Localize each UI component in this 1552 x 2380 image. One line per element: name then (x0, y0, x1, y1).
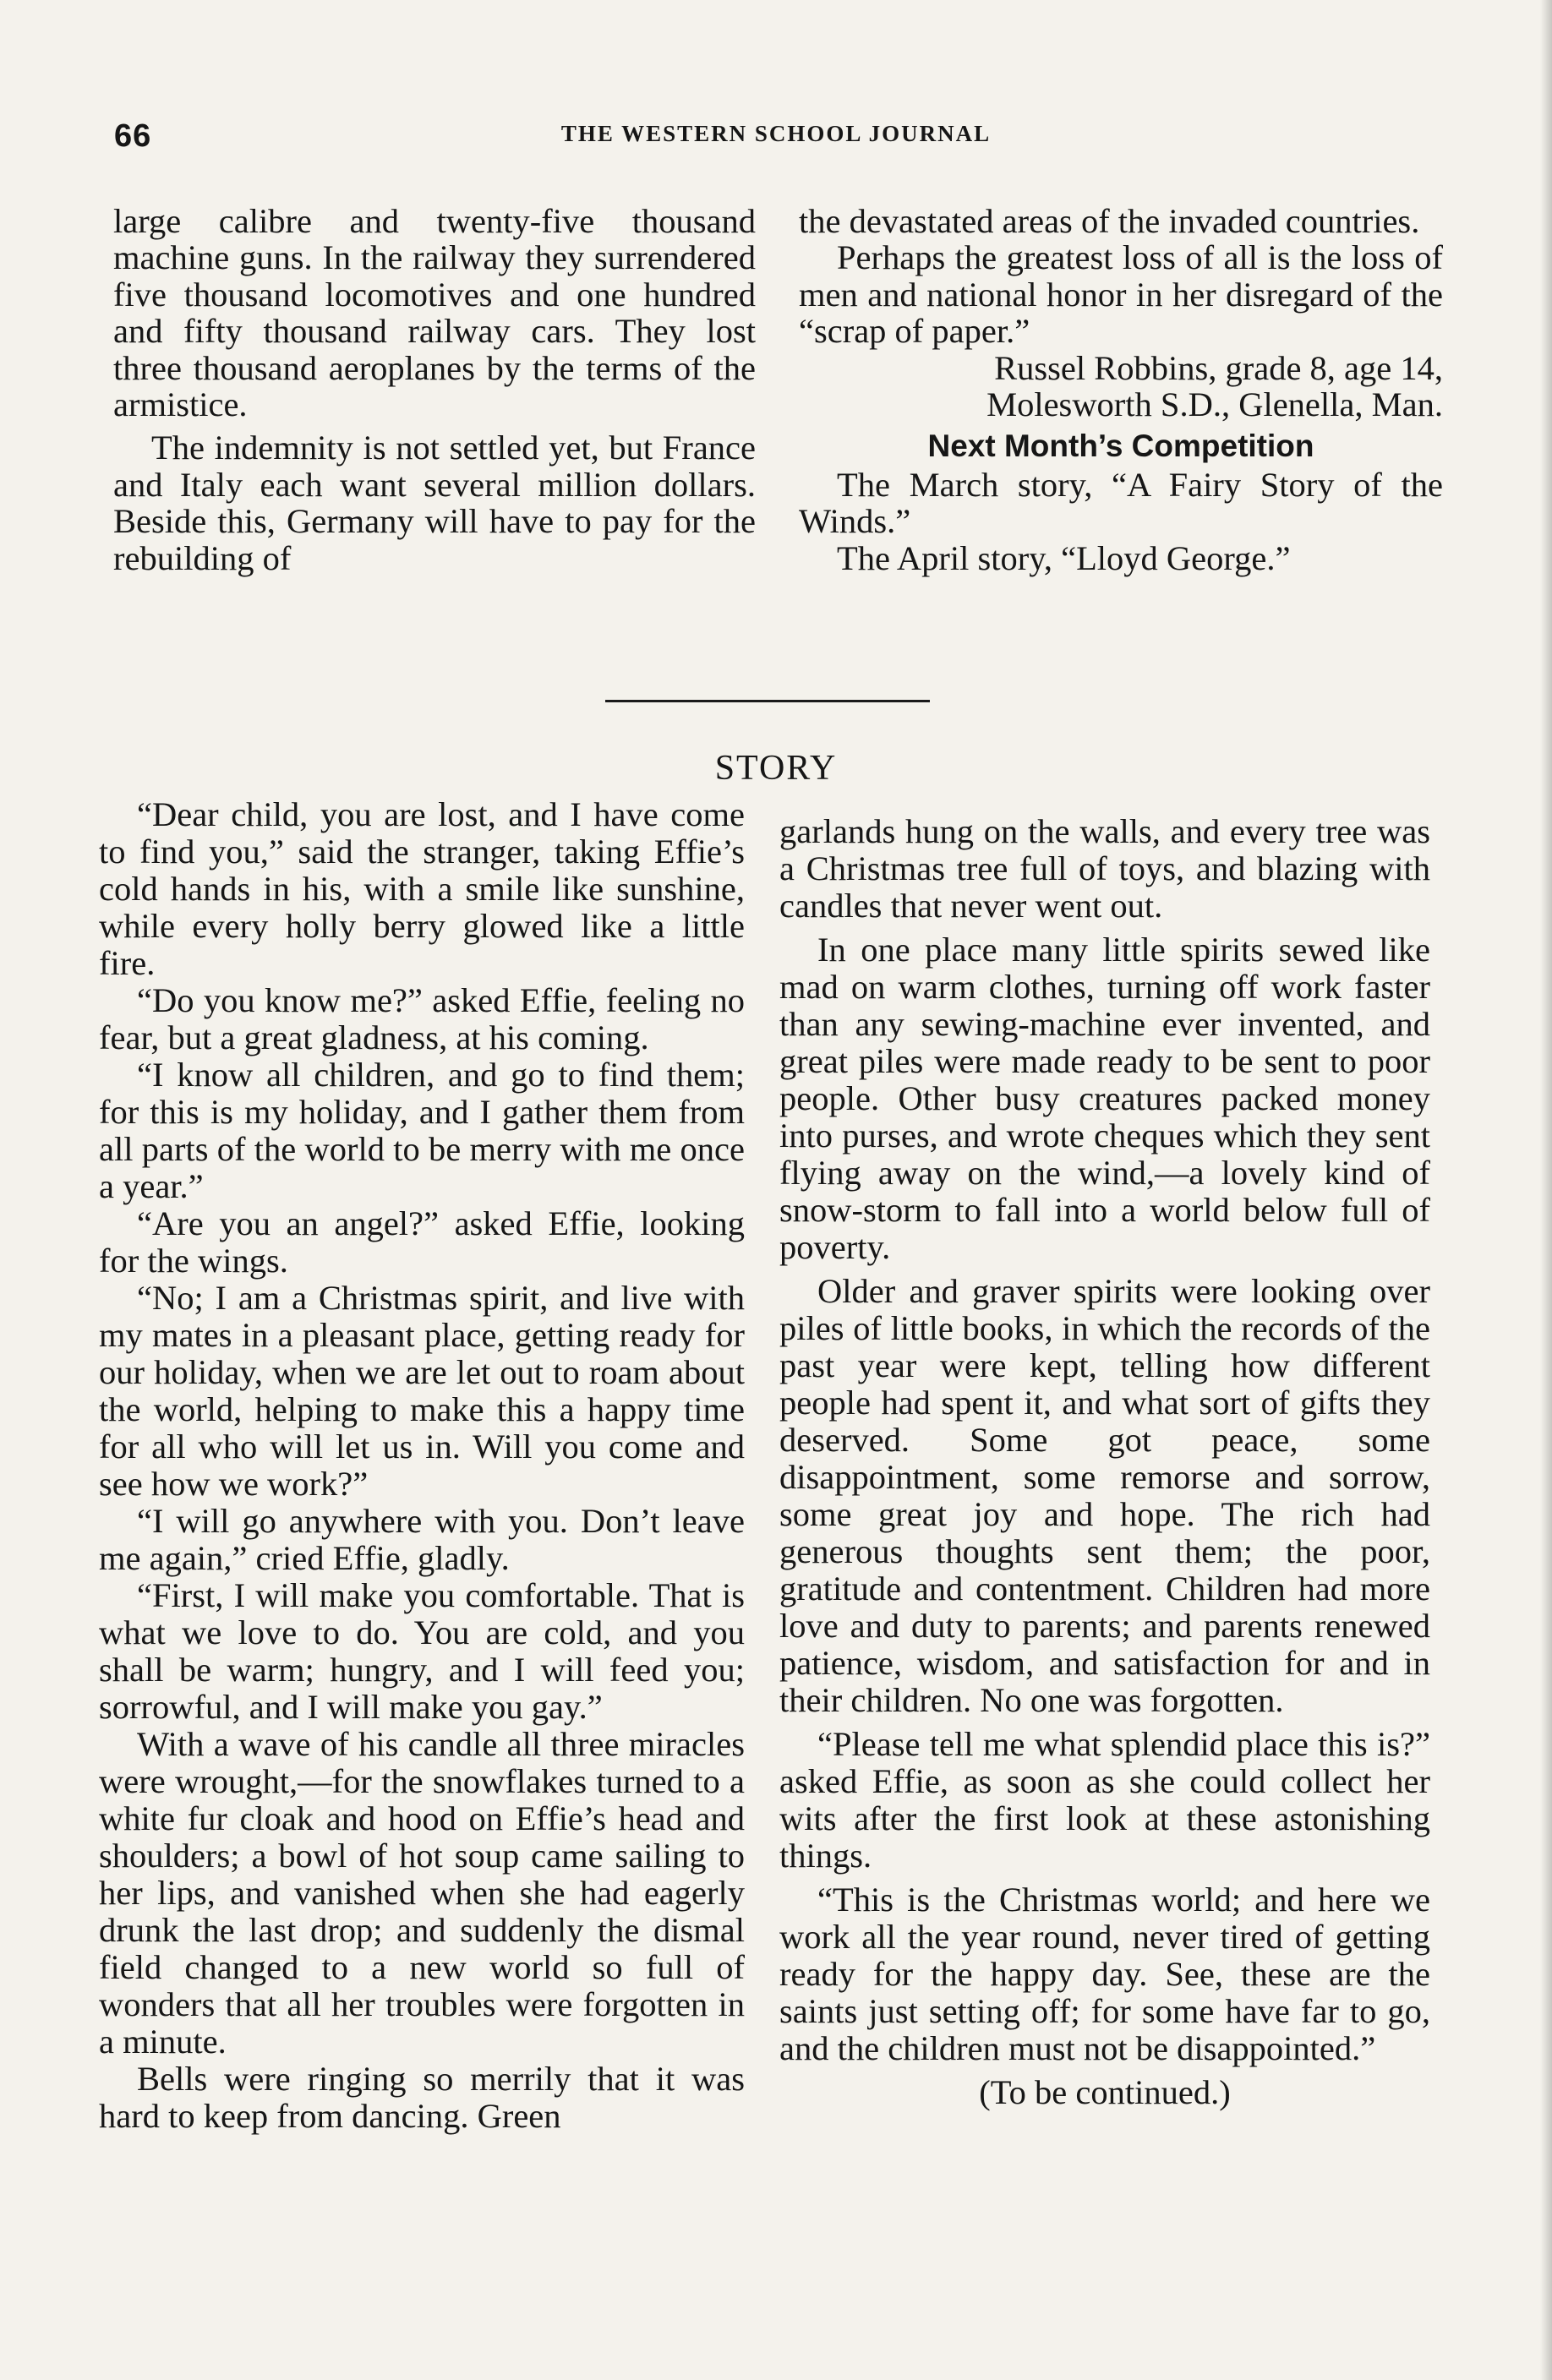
paragraph: large calibre and twenty-five thousand machine guns. In the railway they surrendered five thousand locomotives and one hundred and fifty thousand railway cars. They lost three thousand aeroplanes by the terms of the armistice. (113, 202, 756, 424)
competition-line: The April story, “Lloyd George.” (837, 538, 1291, 577)
page-number: 66 (114, 118, 152, 154)
paragraph: “I will go anywhere with you. Don’t leave me again,” cried Effie, gladly. (99, 1502, 745, 1577)
story-left-column (99, 796, 745, 2135)
top-left-column (113, 203, 756, 576)
paragraph: Perhaps the greatest loss of all is the loss of men and national honor in her disregard of the “scrap of paper.” (799, 238, 1443, 351)
competition-heading: Next Month’s Competition (927, 429, 1314, 464)
competition-line: The March story, “A Fairy Story of the Winds.” (799, 465, 1443, 541)
paragraph: In one place many little spirits sewed like mad on warm clothes, turning off work faster than any sewing-machine ever invented, and great piles were made ready to be sent to poor people. Other busy creatures packed money into purses, and wrote cheques which they sent flying away on the wind,—a lovely kind of snow-storm to fall into a world below full of poverty. (779, 931, 1430, 1266)
paragraph: garlands hung on the walls, and every tree was a Christmas tree full of toys, and blazing with candles that never went out. (779, 812, 1430, 925)
paragraph: Bells were ringing so merrily that it was hard to keep from dancing. Green (99, 2060, 745, 2135)
paragraph: “First, I will make you comfortable. That is what we love to do. You are cold, and you shall be warm; hungry, and I will feed you; sorrowful, and I will make you gay.” (99, 1576, 745, 1726)
paragraph: “Do you know me?” asked Effie, feeling no fear, but a great gladness, at his coming. (99, 981, 745, 1056)
page-edge-shadow (1540, 0, 1552, 2380)
story-right-column (779, 813, 1430, 2111)
signature-line: Russel Robbins, grade 8, age 14, (994, 348, 1443, 387)
author-signature (799, 350, 1443, 423)
top-right-column (799, 203, 1443, 576)
paragraph: “Please tell me what splendid place this is?” asked Effie, as soon as she could collect her wits after the first look at these astonishing things. (779, 1725, 1430, 1875)
paragraph: “No; I am a Christmas spirit, and live with my mates in a pleasant place, getting ready for our holiday, when we are let out to roam about the world, helping to make this a happy time for all who will let us in. Will you come and see how we work?” (99, 1279, 745, 1503)
paragraph: “Dear child, you are lost, and I have come to find you,” said the stranger, taking Effie’s cold hands in his, with a smile like sunshine, while every holly berry glowed like a little fire. (99, 795, 745, 982)
paragraph: “Are you an angel?” asked Effie, looking for the wings. (99, 1204, 745, 1280)
paragraph: Older and graver spirits were looking over piles of little books, in which the records of the past year were kept, telling how different people had spent it, and what sort of gifts they deserved. Some got peace, some disappointment, some remorse and sorrow, some great joy and hope. The rich had generous thoughts sent them; the poor, gratitude and contentment. Children had more love and duty to parents; and parents renewed patience, wisdom, and satisfaction for and in their children. No one was forgotten. (779, 1272, 1430, 1719)
section-divider (605, 700, 930, 702)
paragraph: The indemnity is not settled yet, but France and Italy each want several million dollars. Beside this, Germany will have to pay for the rebuilding of (113, 429, 756, 577)
paragraph: With a wave of his candle all three miracles were wrought,—for the snowflakes turned to a white fur cloak and hood on Effie’s head and shoulders; a bowl of hot soup came sailing to her lips, and vanished when she had eagerly drunk the last drop; and suddenly the dismal field changed to a new world so full of wonders that all her troubles were forgotten in a minute. (99, 1725, 745, 2061)
continued-note: (To be continued.) (979, 2073, 1231, 2111)
running-head: THE WESTERN SCHOOL JOURNAL (560, 121, 992, 146)
paragraph: the devastated areas of the invaded countries. (799, 202, 1420, 240)
signature-line: Molesworth S.D., Glenella, Man. (986, 385, 1443, 424)
story-title: STORY (714, 749, 838, 788)
paragraph: “I know all children, and go to find them; for this is my holiday, and I gather them from all parts of the world to be merry with me once a year.” (99, 1056, 745, 1205)
paragraph: “This is the Christmas world; and here we work all the year round, never tired of getting ready for the happy day. See, these are the saints just setting off; for some have far to go, and the children must not be disappointed.” (779, 1881, 1430, 2067)
